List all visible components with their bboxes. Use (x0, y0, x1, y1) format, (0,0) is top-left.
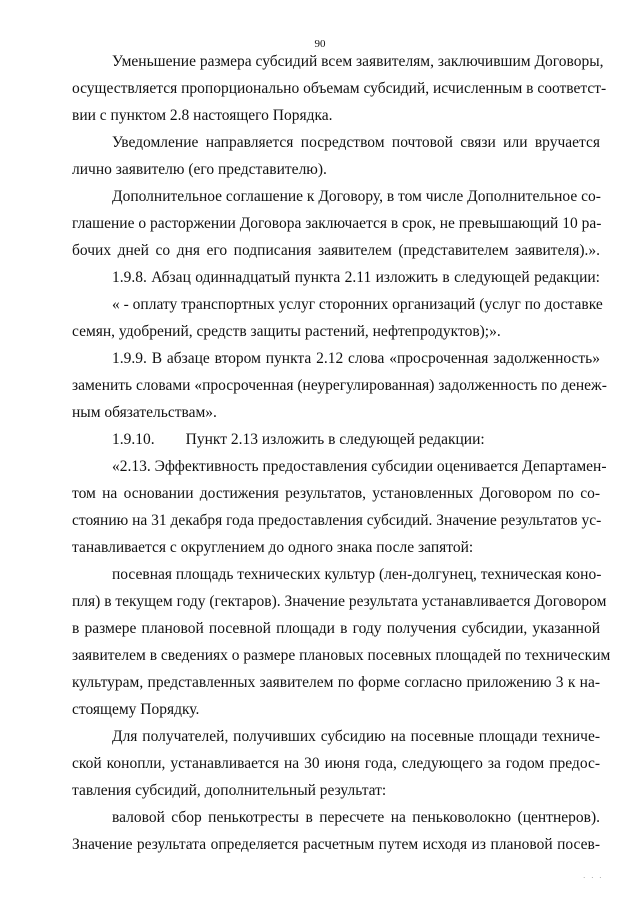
text-line: « - оплату транспортных услуг сторонних организаций (услуг по доставке (112, 296, 603, 313)
text-line: тавления субсидий, дополнительный результат: (72, 782, 387, 799)
text-line: семян, удобрений, средств защиты растений, нефтепродуктов);». (72, 323, 501, 340)
text-line: глашение о расторжении Договора заключается в срок, не превышающий 10 ра- (72, 215, 602, 232)
text-line: осуществляется пропорционально объемам субсидий, исчисленным в соответст- (72, 80, 607, 97)
text-line: 1.9.9. В абзаце втором пункта 2.12 слова «просроченная задолженность» (112, 350, 600, 367)
text-line: пля) в текущем году (гектаров). Значение результата устанавливается Договором (72, 593, 607, 610)
page-number: 90 (314, 38, 326, 50)
scan-artifact-mark: · · · (583, 874, 604, 882)
text-line: лично заявителю (его представителю). (72, 161, 327, 178)
text-line: 1.9.10. Пункт 2.13 изложить в следующей редакции: (112, 431, 485, 448)
text-line: 1.9.8. Абзац одиннадцатый пункта 2.11 изложить в следующей редакции: (112, 269, 600, 286)
text-line: танавливается с округлением до одного знака после запятой: (72, 539, 474, 556)
text-line: стоянию на 31 декабря года предоставления субсидий. Значение результатов ус- (72, 512, 602, 529)
text-line: культурам, представленных заявителем по форме согласно приложению 3 к на- (72, 674, 600, 691)
text-line: Значение результата определяется расчетным путем исходя из плановой посев- (72, 836, 600, 853)
text-line: вии с пунктом 2.8 настоящего Порядка. (72, 107, 333, 124)
text-line: «2.13. Эффективность предоставления субсидии оценивается Департамен- (112, 458, 607, 475)
text-line: ской конопли, устанавливается на 30 июня года, следующего за годом предос- (72, 755, 600, 772)
text-line: Дополнительное соглашение к Договору, в том числе Дополнительное со- (112, 188, 601, 205)
text-line: Для получателей, получивших субсидию на посевные площади техниче- (112, 728, 600, 745)
text-line: заявителем в сведениях о размере плановых посевных площадей по техническим (72, 647, 611, 664)
text-line: Уменьшение размера субсидий всем заявителям, заключившим Договоры, (112, 53, 604, 70)
text-line: валовой сбор пенькотресты в пересчете на пеньковолокно (центнеров). (112, 809, 600, 826)
text-line: Уведомление направляется посредством почтовой связи или вручается (112, 134, 600, 151)
text-line: бочих дней со дня его подписания заявителем (представителем заявителя).». (72, 242, 600, 259)
text-line: в размере плановой посевной площади в году получения субсидии, указанной (72, 620, 600, 637)
text-line: посевная площадь технических культур (лен-долгунец, техническая коно- (112, 566, 602, 583)
text-line: том на основании достижения результатов, установленных Договором по со- (72, 485, 600, 502)
text-line: заменить словами «просроченная (неурегулированная) задолженность по денеж- (72, 377, 607, 394)
text-line: стоящему Порядку. (72, 701, 200, 718)
text-line: ным обязательствам». (72, 404, 217, 421)
